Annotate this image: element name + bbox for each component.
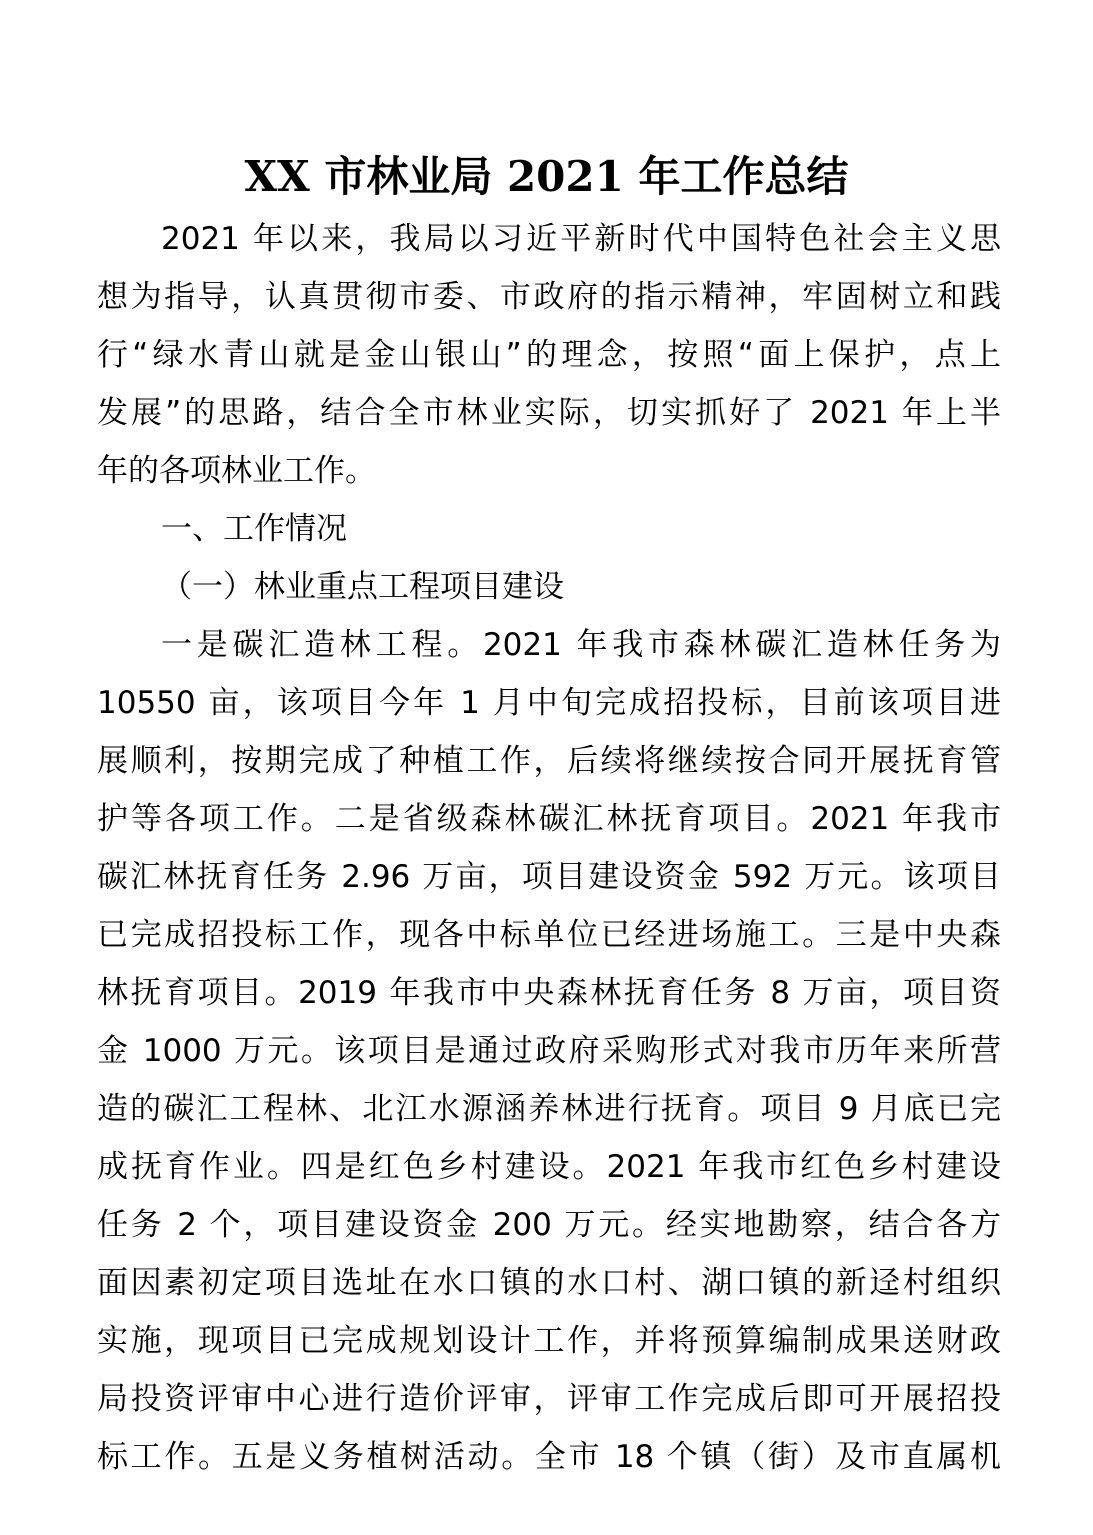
section-heading: 一、工作情况 (161, 511, 347, 547)
paragraph-line: 已完成招投标工作，现各中标单位已经进场施工。三是中央森 (97, 917, 1001, 953)
paragraph-line: 成抚育作业。四是红色乡村建设。2021 年我市红色乡村建设 (97, 1149, 1001, 1185)
subsection-heading: （一）林业重点工程项目建设 (161, 569, 564, 605)
paragraph-line: 碳汇林抚育任务 2.96 万亩，项目建设资金 592 万元。该项目 (97, 859, 1001, 895)
paragraph-line: 年的各项林业工作。 (97, 453, 376, 489)
paragraph-line: 实施，现项目已完成规划设计工作，并将预算编制成果送财政 (97, 1323, 1001, 1359)
paragraph-line: 造的碳汇工程林、北江水源涵养林进行抚育。项目 9 月底已完 (97, 1091, 1001, 1127)
paragraph-line: 护等各项工作。二是省级森林碳汇林抚育项目。2021 年我市 (97, 801, 1001, 837)
paragraph-line: 金 1000 万元。该项目是通过政府采购形式对我市历年来所营 (97, 1033, 1001, 1069)
paragraph-line: 行“绿水青山就是金山银山”的理念，按照“面上保护，点上 (97, 337, 1001, 373)
paragraph-line: 局投资评审中心进行造价评审，评审工作完成后即可开展招投 (97, 1381, 1001, 1417)
paragraph-line: 展顺利，按期完成了种植工作，后续将继续按合同开展抚育管 (97, 743, 1001, 779)
paragraph-line: 发展”的思路，结合全市林业实际，切实抓好了 2021 年上半 (97, 395, 1001, 431)
paragraph-line: 10550 亩，该项目今年 1 月中旬完成招投标，目前该项目进 (97, 685, 1001, 721)
paragraph-line: 面因素初定项目选址在水口镇的水口村、湖口镇的新迳村组织 (97, 1265, 1001, 1301)
paragraph-line: 任务 2 个，项目建设资金 200 万元。经实地勘察，结合各方 (97, 1207, 1001, 1243)
paragraph-line: 2021 年以来，我局以习近平新时代中国特色社会主义思 (161, 221, 1001, 257)
paragraph-line: 林抚育项目。2019 年我市中央森林抚育任务 8 万亩，项目资 (97, 975, 1001, 1011)
paragraph-line: 想为指导，认真贯彻市委、市政府的指示精神，牢固树立和践 (97, 279, 1001, 315)
paragraph-line: 标工作。五是义务植树活动。全市 18 个镇（街）及市直属机 (97, 1439, 1001, 1475)
paragraph-line: 一是碳汇造林工程。2021 年我市森林碳汇造林任务为 (161, 627, 1001, 663)
document-title: XX 市林业局 2021 年工作总结 (244, 152, 849, 201)
